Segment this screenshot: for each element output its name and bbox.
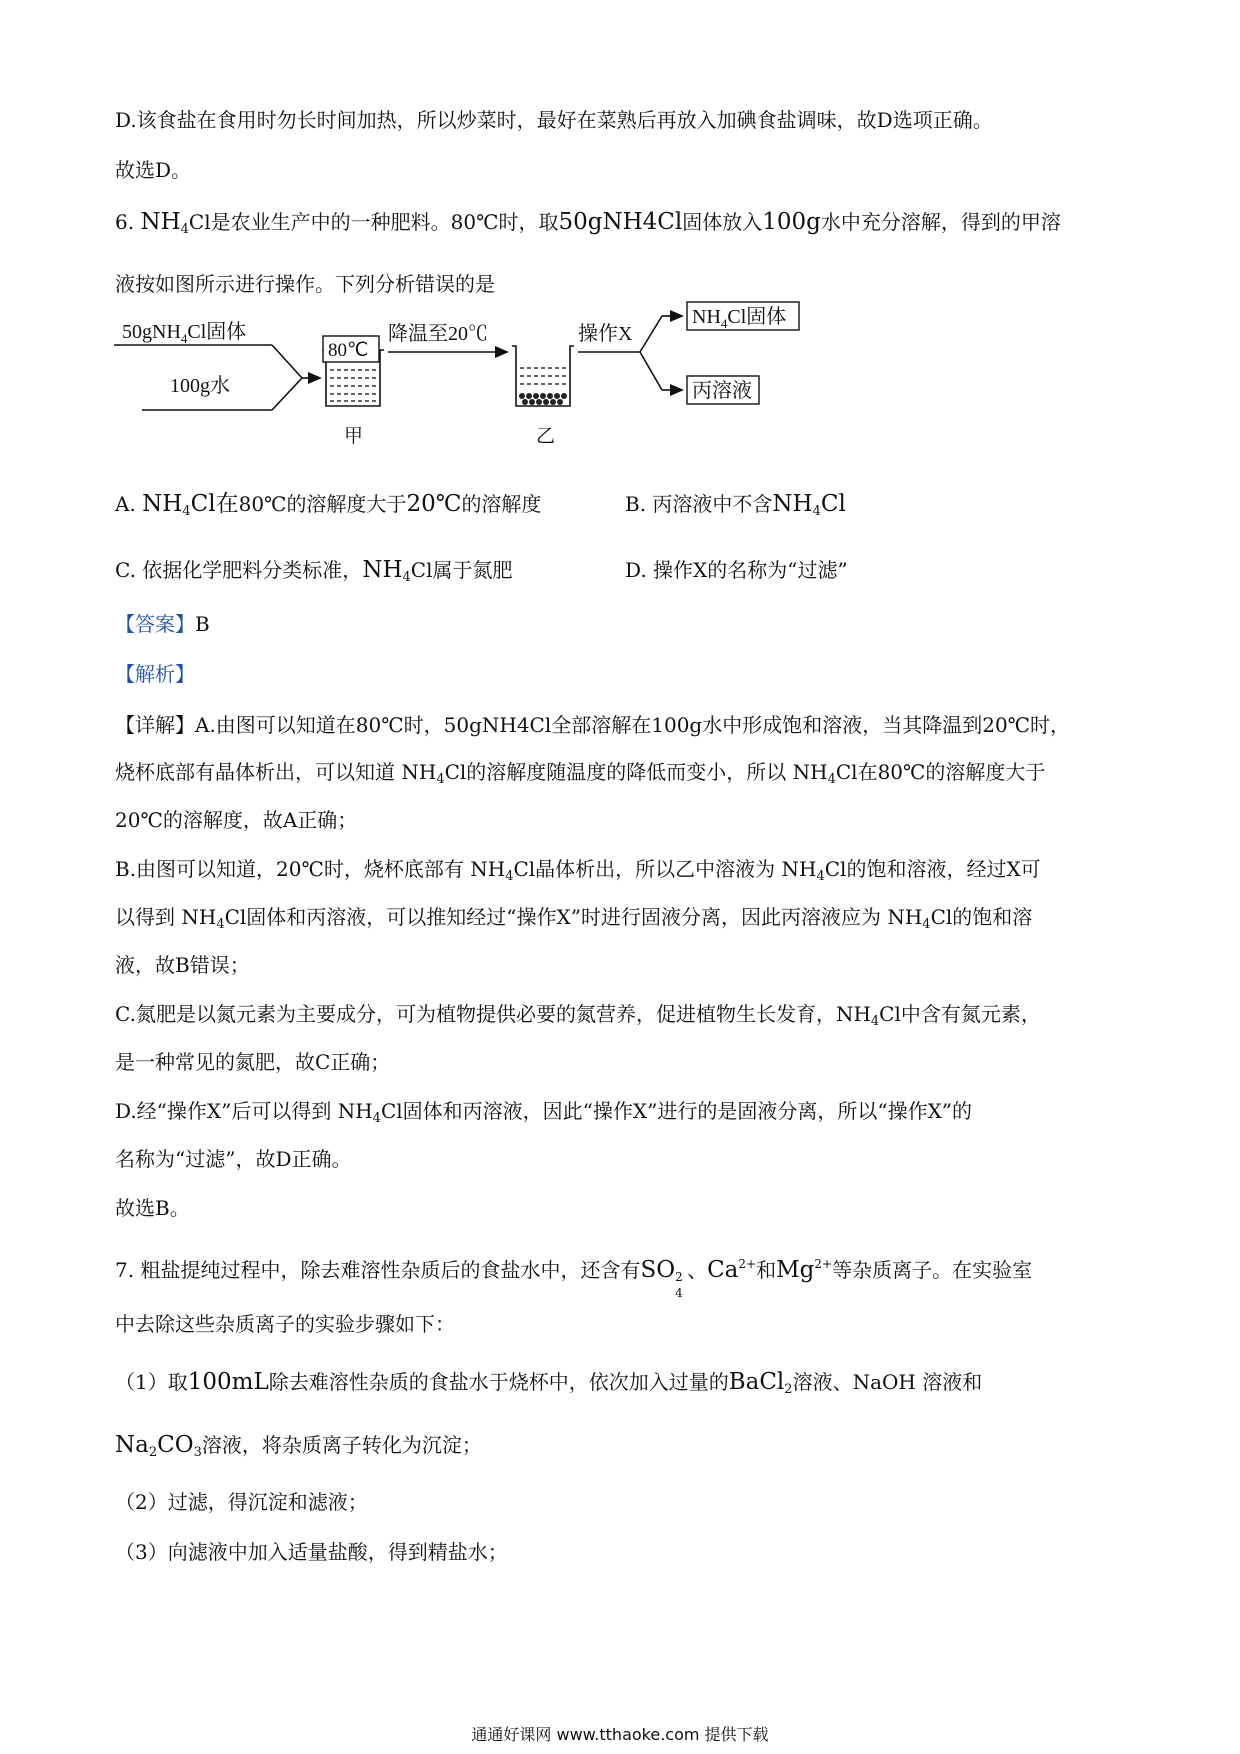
beaker-jia — [322, 336, 384, 447]
svg-text:NH4Cl固体: $NH_4Cl$固体 — [692, 306, 787, 331]
question-7: 7. 粗盐提纯过程中，除去难溶性杂质后的食盐水中，还含有SO 2 4 、$Ca^{2+}$和$Mg^{2+}$等杂质离子。在实验室 — [115, 1257, 1033, 1300]
text-line: 中去除这些杂质离子的实验步骤如下： — [115, 1312, 455, 1336]
arrow-head-icon — [670, 384, 684, 396]
analysis-heading: 【解析】 — [115, 662, 195, 686]
question-6: 6. $NH_4Cl$是农业生产中的一种肥料。80℃时，取50gNH4Cl固体放入100g水中充分溶解，得到的甲溶 — [115, 209, 1061, 237]
text-line: 【详解】A.由图可以知道在80℃时，50gNH4Cl全部溶解在100g水中形成饱和溶液，当其降温到20℃时， — [115, 713, 1071, 737]
text-line: 液，故B错误； — [115, 953, 250, 977]
text-line: D.该食盐在食用时勿长时间加热，所以炒菜时，最好在菜熟后再放入加碘食盐调味，故D选项正确。 — [115, 108, 993, 132]
option-b: B. 丙溶液中不含$NH_4Cl$ — [625, 491, 846, 519]
footer: 通通好课网 www.tthaoke.com 提供下载 — [471, 1725, 769, 1744]
text-line: 烧杯底部有晶体析出，可以知道 $NH_4Cl$的溶解度随温度的降低而变小，所以 $NH_4Cl$在80℃的溶解度大于 — [115, 760, 1046, 787]
text-line: 液按如图所示进行操作。下列分析错误的是 — [115, 272, 495, 296]
svg-text:丙溶液: 丙溶液 — [692, 380, 752, 402]
step-1: （1）取100mL除去难溶性杂质的食盐水于烧杯中，依次加入过量的BaCl$_2$溶液、NaOH 溶液和 — [115, 1369, 983, 1397]
arrow-head-icon — [308, 372, 322, 384]
answer: 【答案】B — [115, 612, 210, 636]
diagram-input-solid: 50gNH$_4$Cl固体 — [122, 321, 247, 346]
step-3: （3）向滤液中加入适量盐酸，得到精盐水； — [115, 1540, 508, 1564]
arrow-head-icon — [495, 346, 509, 358]
arrow2-label: 操作X — [578, 323, 633, 345]
option-a: A. $NH_4Cl$在80℃的溶解度大于20℃的溶解度 — [115, 491, 542, 519]
beaker1-name: 甲 — [344, 426, 364, 447]
option-c: C. 依据化学肥料分类标准，$NH_4Cl$属于氮肥 — [115, 557, 513, 585]
option-d: D. 操作X的名称为“过滤” — [625, 558, 848, 582]
output-solution — [687, 376, 759, 404]
process-diagram — [112, 306, 812, 458]
text-line: 名称为“过滤”，故D正确。 — [115, 1147, 352, 1171]
output-solid — [687, 302, 799, 331]
text-line: B.由图可以知道，20℃时，烧杯底部有 $NH_4Cl$晶体析出，所以乙中溶液为 $NH_4Cl$的饱和溶液，经过X可 — [115, 857, 1041, 884]
text-line: 故选D。 — [115, 158, 192, 182]
beaker-yi — [512, 346, 574, 447]
beaker1-label: 80℃ — [328, 340, 369, 361]
arrow-head-icon — [670, 310, 684, 322]
text-line: D.经“操作X”后可以得到 $NH_4Cl$固体和丙溶液，因此“操作X”进行的是固液分离，所以“操作X”的 — [115, 1099, 973, 1126]
text-line: 是一种常见的氮肥，故C正确； — [115, 1050, 391, 1074]
text-line: 20℃的溶解度，故A正确； — [115, 808, 358, 832]
diagram-input-water: 100g水 — [170, 375, 230, 397]
beaker2-name: 乙 — [536, 426, 556, 447]
text-line: 以得到 $NH_4Cl$固体和丙溶液，可以推知经过“操作X”时进行固液分离，因此丙溶液应为 $NH_4Cl$的饱和溶 — [115, 905, 1033, 932]
text-line: C.氮肥是以氮元素为主要成分，可为植物提供必要的氮营养，促进植物生长发育，$NH_4Cl$中含有氮元素， — [115, 1002, 1041, 1029]
step-1-cont: $Na_2CO_3$溶液，将杂质离子转化为沉淀； — [115, 1432, 482, 1460]
step-2: （2）过滤，得沉淀和滤液； — [115, 1490, 368, 1514]
text-line: 故选B。 — [115, 1196, 190, 1220]
arrow1-label: 降温至20℃ — [388, 323, 488, 345]
